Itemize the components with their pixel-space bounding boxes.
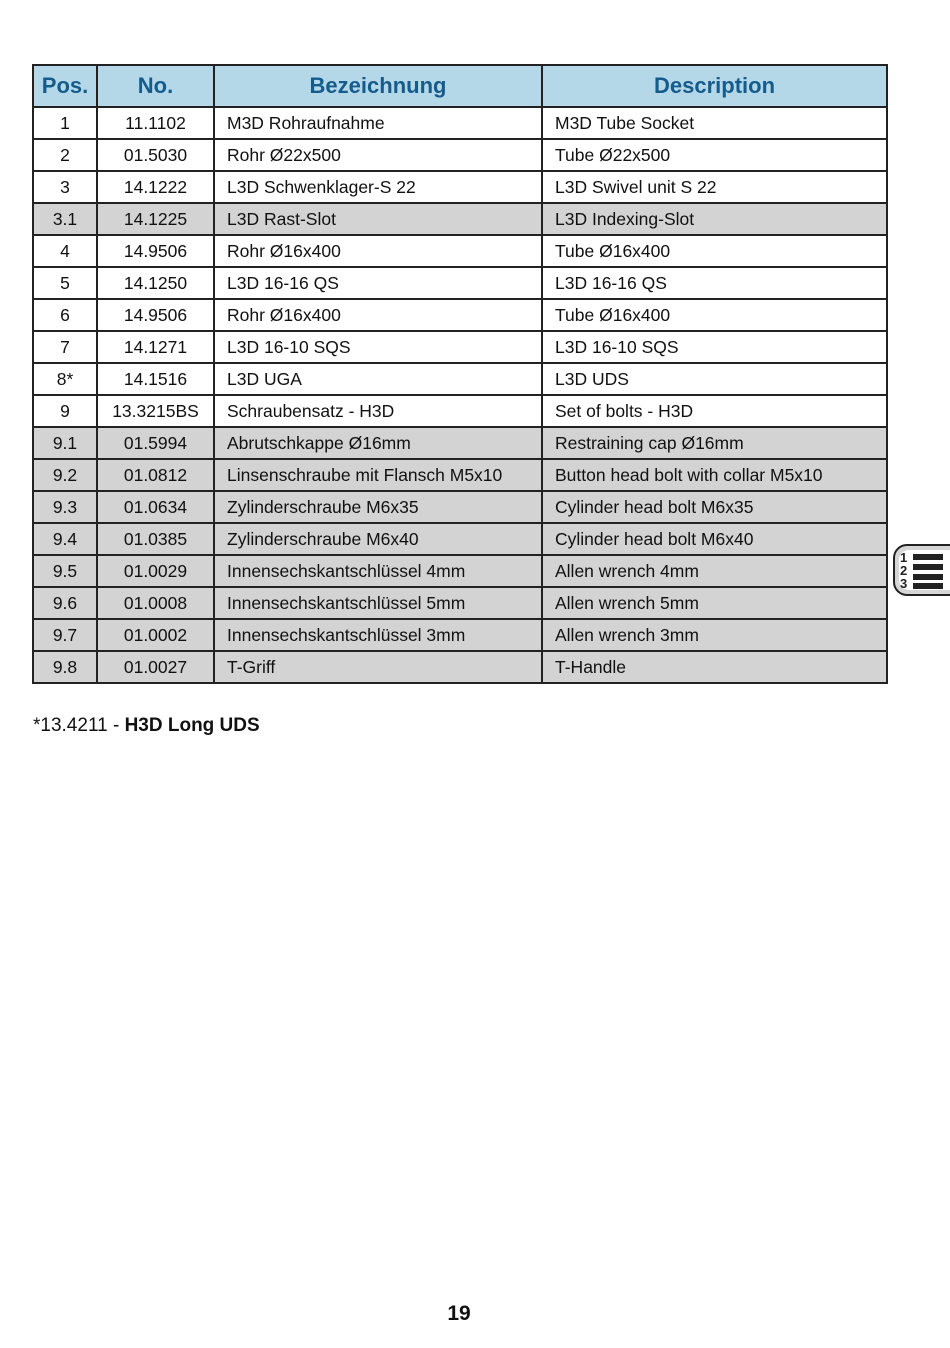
cell-description: L3D UDS — [542, 363, 887, 395]
cell-description: Tube Ø16x400 — [542, 299, 887, 331]
table-row — [33, 587, 887, 619]
cell-pos: 4 — [33, 235, 97, 267]
header-pos: Pos. — [33, 65, 97, 107]
cell-no: 01.5994 — [97, 427, 214, 459]
list-bar-4 — [913, 583, 943, 589]
numbered-list-icon — [899, 550, 950, 590]
cell-bezeichnung: Zylinderschraube M6x35 — [214, 491, 542, 523]
cell-description: Set of bolts - H3D — [542, 395, 887, 427]
list-tab-face — [899, 550, 950, 590]
cell-bezeichnung: Abrutschkappe Ø16mm — [214, 427, 542, 459]
cell-pos: 3.1 — [33, 203, 97, 235]
cell-pos: 5 — [33, 267, 97, 299]
table-header-row — [33, 65, 887, 107]
cell-description: Allen wrench 3mm — [542, 619, 887, 651]
cell-bezeichnung: L3D Rast-Slot — [214, 203, 542, 235]
table-row — [33, 299, 887, 331]
table-row — [33, 235, 887, 267]
cell-bezeichnung: Linsenschraube mit Flansch M5x10 — [214, 459, 542, 491]
cell-pos: 1 — [33, 107, 97, 139]
cell-pos: 9.7 — [33, 619, 97, 651]
cell-pos: 9.6 — [33, 587, 97, 619]
cell-bezeichnung: Innensechskantschlüssel 3mm — [214, 619, 542, 651]
cell-description: Restraining cap Ø16mm — [542, 427, 887, 459]
cell-bezeichnung: Innensechskantschlüssel 4mm — [214, 555, 542, 587]
table-row — [33, 203, 887, 235]
cell-bezeichnung: L3D 16-16 QS — [214, 267, 542, 299]
cell-description: L3D Swivel unit S 22 — [542, 171, 887, 203]
footnote — [33, 715, 260, 737]
table-row — [33, 107, 887, 139]
cell-no: 01.0002 — [97, 619, 214, 651]
cell-description: Tube Ø16x400 — [542, 235, 887, 267]
cell-description: Button head bolt with collar M5x10 — [542, 459, 887, 491]
cell-pos: 9.8 — [33, 651, 97, 683]
list-digit-1: 1 — [900, 550, 908, 565]
cell-description: L3D 16-10 SQS — [542, 331, 887, 363]
list-bar-3 — [913, 574, 943, 580]
cell-pos: 7 — [33, 331, 97, 363]
cell-description: Cylinder head bolt M6x40 — [542, 523, 887, 555]
table-row — [33, 267, 887, 299]
cell-no: 11.1102 — [97, 107, 214, 139]
cell-pos: 8* — [33, 363, 97, 395]
footnote-product: H3D Long UDS — [124, 715, 260, 736]
cell-description: Tube Ø22x500 — [542, 139, 887, 171]
table-row — [33, 363, 887, 395]
cell-no: 14.1222 — [97, 171, 214, 203]
cell-bezeichnung: Rohr Ø16x400 — [214, 235, 542, 267]
list-bar-1 — [913, 554, 943, 560]
cell-pos: 3 — [33, 171, 97, 203]
cell-no: 01.0385 — [97, 523, 214, 555]
table-row — [33, 491, 887, 523]
table-body — [33, 107, 887, 683]
table-row — [33, 427, 887, 459]
header-description: Description — [542, 65, 887, 107]
parts-list-tab — [893, 544, 950, 596]
cell-no: 01.0029 — [97, 555, 214, 587]
list-bar-2 — [913, 564, 943, 570]
cell-no: 01.5030 — [97, 139, 214, 171]
cell-description: Allen wrench 4mm — [542, 555, 887, 587]
cell-no: 14.1516 — [97, 363, 214, 395]
list-digit-3: 3 — [900, 576, 908, 590]
cell-no: 01.0812 — [97, 459, 214, 491]
table-row — [33, 139, 887, 171]
cell-description: L3D 16-16 QS — [542, 267, 887, 299]
table-row — [33, 651, 887, 683]
cell-pos: 9.5 — [33, 555, 97, 587]
table-row — [33, 555, 887, 587]
cell-bezeichnung: Innensechskantschlüssel 5mm — [214, 587, 542, 619]
cell-bezeichnung: L3D 16-10 SQS — [214, 331, 542, 363]
cell-description: T-Handle — [542, 651, 887, 683]
header-no: No. — [97, 65, 214, 107]
cell-pos: 6 — [33, 299, 97, 331]
cell-no: 14.1250 — [97, 267, 214, 299]
cell-bezeichnung: T-Griff — [214, 651, 542, 683]
cell-description: L3D Indexing-Slot — [542, 203, 887, 235]
page-number: 19 — [447, 1302, 471, 1325]
cell-description: Cylinder head bolt M6x35 — [542, 491, 887, 523]
cell-bezeichnung: Rohr Ø22x500 — [214, 139, 542, 171]
cell-no: 14.9506 — [97, 299, 214, 331]
header-bezeichnung: Bezeichnung — [214, 65, 542, 107]
cell-no: 13.3215BS — [97, 395, 214, 427]
cell-no: 14.9506 — [97, 235, 214, 267]
cell-pos: 9 — [33, 395, 97, 427]
cell-no: 14.1271 — [97, 331, 214, 363]
cell-no: 01.0027 — [97, 651, 214, 683]
cell-pos: 9.1 — [33, 427, 97, 459]
cell-no: 01.0634 — [97, 491, 214, 523]
table-row — [33, 395, 887, 427]
cell-pos: 9.3 — [33, 491, 97, 523]
cell-bezeichnung: M3D Rohraufnahme — [214, 107, 542, 139]
cell-pos: 9.4 — [33, 523, 97, 555]
list-digit-2: 2 — [900, 563, 908, 578]
cell-bezeichnung: Zylinderschraube M6x40 — [214, 523, 542, 555]
cell-bezeichnung: Schraubensatz - H3D — [214, 395, 542, 427]
cell-pos: 2 — [33, 139, 97, 171]
cell-bezeichnung: L3D Schwenklager-S 22 — [214, 171, 542, 203]
table-row — [33, 619, 887, 651]
cell-bezeichnung: L3D UGA — [214, 363, 542, 395]
table-row — [33, 331, 887, 363]
footnote-prefix: *13.4211 - — [33, 715, 125, 736]
table-row — [33, 523, 887, 555]
cell-no: 01.0008 — [97, 587, 214, 619]
cell-description: Allen wrench 5mm — [542, 587, 887, 619]
cell-pos: 9.2 — [33, 459, 97, 491]
table-row — [33, 459, 887, 491]
parts-table — [32, 64, 888, 684]
cell-no: 14.1225 — [97, 203, 214, 235]
cell-bezeichnung: Rohr Ø16x400 — [214, 299, 542, 331]
table-row — [33, 171, 887, 203]
cell-description: M3D Tube Socket — [542, 107, 887, 139]
